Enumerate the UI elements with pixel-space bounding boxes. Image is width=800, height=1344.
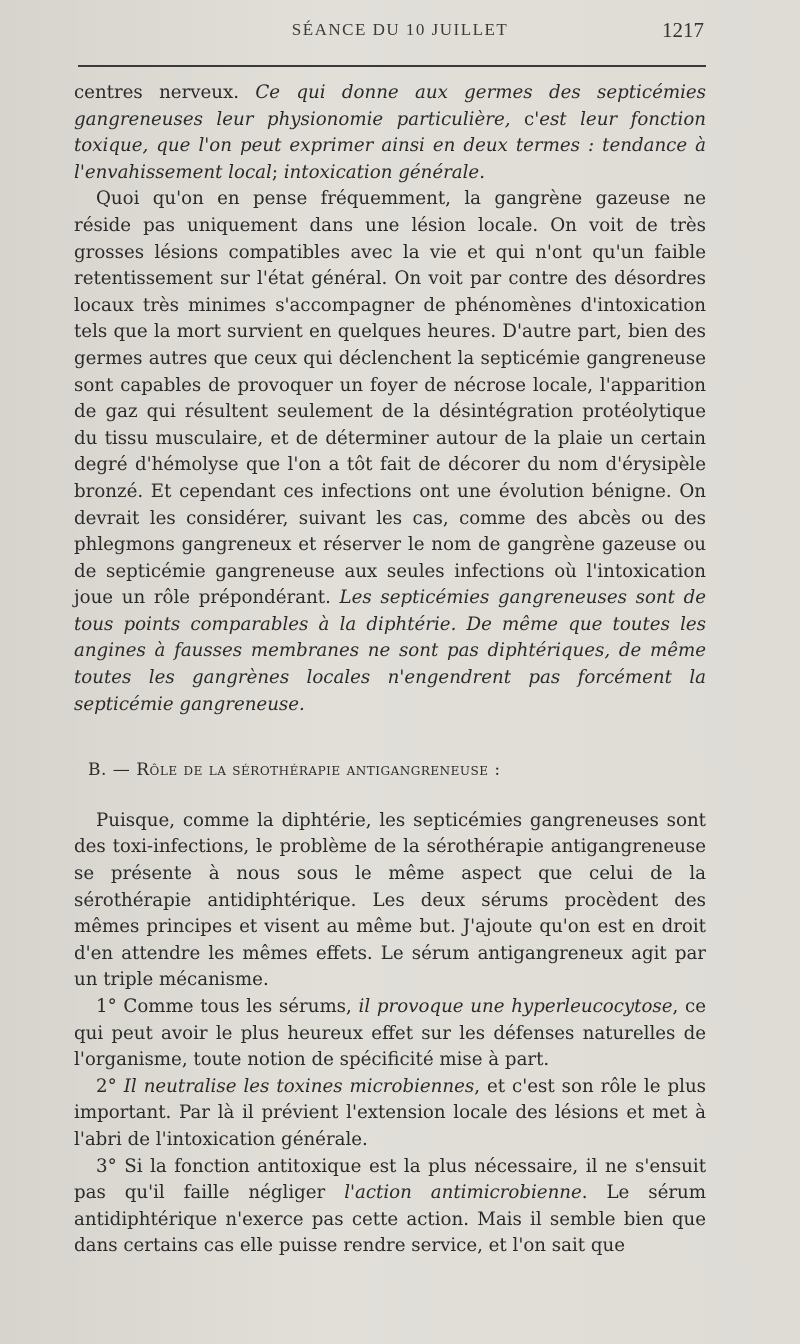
header-rule xyxy=(78,65,706,67)
paragraph-4 xyxy=(74,994,706,1074)
italic-run: Les septicémies gangreneuses sont de tous points comparables à la diphtérie. De même que toutes les angines à fausses membranes ne sont pas diphtériques, de même toutes les gangrènes locales n'engendrent pas forcément la septicémie gangreneuse. xyxy=(74,587,706,715)
page-number: 1217 xyxy=(662,18,704,42)
text-run: 1° Comme tous les sérums, xyxy=(96,996,359,1017)
italic-run: Il neutralise les toxines microbiennes xyxy=(123,1075,475,1097)
text-run: ; xyxy=(271,161,284,183)
text-run: Quoi qu'on en pense fréquemment, la gangrène gazeuse ne réside pas uniquement dans une lésion locale. On voit de très grosses lésions compatibles avec la vie et qui n'ont qu'un faible retentissement sur l'état général. On voit par contre des désordres locaux très minimes s'accompagner de phénomènes d'intoxication tels que la mort survient en quelques heures. D'autre part, bien des germes autres que ceux qui déclenchent la septicémie gangreneuse sont capables de provoquer un foyer de nécrose locale, l'apparition de gaz qui résultent seulement de la désintégration protéolytique du tissu musculaire, et de déterminer autour de la plaie un certain degré d'hémolyse que l'on a tôt fait de décorer du nom d'érysipèle bronzé. Et cependant ces infections ont une évolution bénigne. On devrait les considérer, suivant les cas, comme des abcès ou des phlegmons gangreneux et réserver le nom de gangrène gazeuse ou de septicémie gangreneuse aux seules infections où l'intoxication joue un rôle prépondérant. xyxy=(74,188,706,609)
section-heading xyxy=(88,757,706,784)
italic-run: intoxication générale. xyxy=(283,161,485,183)
italic-run: Ce qui donne aux germes des septicémies gangreneuses leur physionomie particulière, xyxy=(74,82,706,130)
paragraph-6 xyxy=(74,1154,706,1260)
italic-run: est leur fonction toxique, que l'on peut exprimer ainsi en deux termes : tendance à l'envahissement local xyxy=(74,108,706,183)
text-run: , et c'est son rôle le plus important. Par là il prévient l'extension locale des lésions et met à l'abri de l'intoxication générale. xyxy=(74,1075,706,1150)
italic-run: l'action antimicrobienne xyxy=(344,1182,582,1204)
text-run: , ce qui peut avoir le plus heureux effet sur les défenses naturelles de l'organisme, toute notion de spécificité mise à part. xyxy=(74,996,707,1071)
text-run: . Le sérum antidiphtérique n'exerce pas cette action. Mais il semble bien que dans certains cas elle puisse rendre service, et l'on sait que xyxy=(74,1182,707,1257)
section-letter: B. — xyxy=(88,760,137,781)
running-header-title: SÉANCE DU 10 JUILLET xyxy=(291,20,509,39)
paragraph-3 xyxy=(74,808,706,994)
text-run: c' xyxy=(524,108,540,130)
text-run: 3° Si la fonction antitoxique est la plus nécessaire, il ne s'ensuit pas qu'il faille négliger xyxy=(74,1155,706,1204)
text-run: 2° xyxy=(96,1075,124,1097)
body-text xyxy=(74,80,706,1260)
paragraph-5 xyxy=(74,1074,706,1154)
section-title: Rôle de la sérothérapie antigangreneuse : xyxy=(136,760,501,781)
italic-run: il provoque une hyperleucocytose xyxy=(358,996,673,1017)
paragraph-2 xyxy=(74,186,706,718)
text-run: centres nerveux. xyxy=(74,82,256,103)
paragraph-1 xyxy=(74,80,706,186)
text-run: Puisque, comme la diphtérie, les septicémies gangreneuses sont des toxi-infections, le problème de la sérothérapie antigangreneuse se présente à nous sous le même aspect que celui de la sérothérapie antidiphtérique. Les deux sérums procèdent des mêmes principes et visent au même but. J'ajoute qu'on est en droit d'en attendre les mêmes effets. Le sérum antigangreneux agit par un triple mécanisme. xyxy=(74,809,706,991)
